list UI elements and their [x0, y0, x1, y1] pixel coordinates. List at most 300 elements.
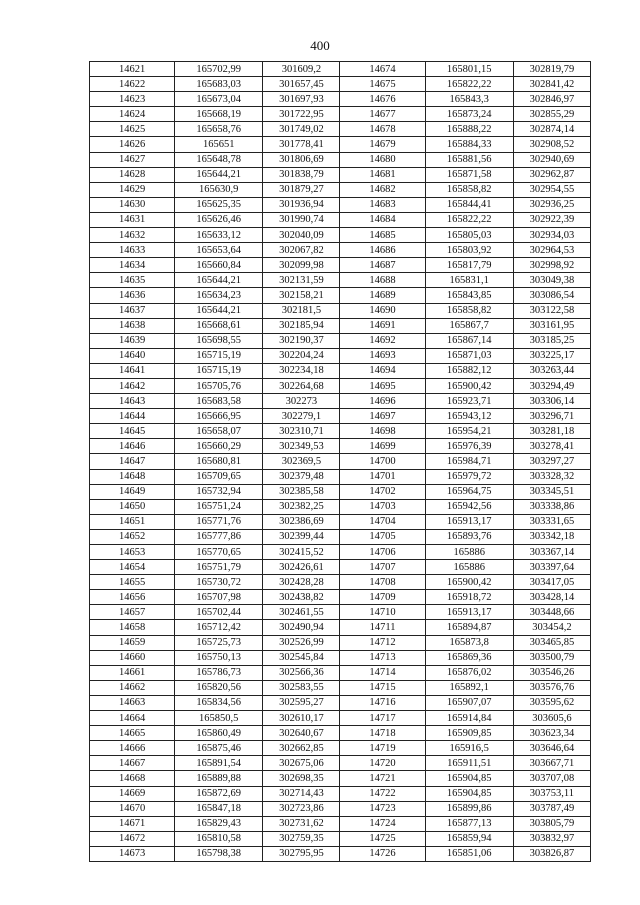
point-id-cell: 14629 [90, 182, 175, 197]
x-coordinate-cell: 165877,13 [425, 816, 513, 831]
point-id-cell: 14661 [90, 665, 175, 680]
x-coordinate-cell: 165893,76 [425, 529, 513, 544]
table-row [90, 665, 591, 680]
y-coordinate-cell: 303454,2 [513, 620, 590, 635]
x-coordinate-cell: 165660,84 [175, 258, 263, 273]
table-row [90, 590, 591, 605]
point-id-cell: 14693 [340, 348, 425, 363]
table-row [90, 243, 591, 258]
point-id-cell: 14710 [340, 605, 425, 620]
point-id-cell: 14725 [340, 831, 425, 846]
x-coordinate-cell: 165803,92 [425, 243, 513, 258]
y-coordinate-cell: 302759,35 [263, 831, 340, 846]
table-row [90, 258, 591, 273]
point-id-cell: 14673 [90, 846, 175, 861]
x-coordinate-cell: 165798,38 [175, 846, 263, 861]
point-id-cell: 14707 [340, 560, 425, 575]
x-coordinate-cell: 165660,29 [175, 439, 263, 454]
x-coordinate-cell: 165683,58 [175, 394, 263, 409]
table-row [90, 726, 591, 741]
y-coordinate-cell: 302998,92 [513, 258, 590, 273]
y-coordinate-cell: 302204,24 [263, 348, 340, 363]
point-id-cell: 14640 [90, 348, 175, 363]
table-row [90, 635, 591, 650]
point-id-cell: 14694 [340, 363, 425, 378]
table-row [90, 695, 591, 710]
y-coordinate-cell: 302964,53 [513, 243, 590, 258]
x-coordinate-cell: 165889,88 [175, 771, 263, 786]
table-row [90, 288, 591, 303]
y-coordinate-cell: 303161,95 [513, 318, 590, 333]
x-coordinate-cell: 165810,58 [175, 831, 263, 846]
point-id-cell: 14702 [340, 484, 425, 499]
point-id-cell: 14641 [90, 363, 175, 378]
table-row [90, 454, 591, 469]
x-coordinate-cell: 165653,64 [175, 243, 263, 258]
table-row [90, 711, 591, 726]
table-row [90, 378, 591, 393]
y-coordinate-cell: 303345,51 [513, 484, 590, 499]
y-coordinate-cell: 302099,98 [263, 258, 340, 273]
point-id-cell: 14704 [340, 514, 425, 529]
point-id-cell: 14675 [340, 77, 425, 92]
point-id-cell: 14628 [90, 167, 175, 182]
x-coordinate-cell: 165751,24 [175, 499, 263, 514]
table-row [90, 545, 591, 560]
x-coordinate-cell: 165702,99 [175, 62, 263, 77]
x-coordinate-cell: 165851,06 [425, 846, 513, 861]
table-row [90, 212, 591, 227]
point-id-cell: 14690 [340, 303, 425, 318]
table-row [90, 424, 591, 439]
point-id-cell: 14723 [340, 801, 425, 816]
x-coordinate-cell: 165751,79 [175, 560, 263, 575]
y-coordinate-cell: 302922,39 [513, 212, 590, 227]
x-coordinate-cell: 165680,81 [175, 454, 263, 469]
x-coordinate-cell: 165817,79 [425, 258, 513, 273]
x-coordinate-cell: 165683,03 [175, 77, 263, 92]
y-coordinate-cell: 301838,79 [263, 167, 340, 182]
x-coordinate-cell: 165805,03 [425, 228, 513, 243]
y-coordinate-cell: 303049,38 [513, 273, 590, 288]
x-coordinate-cell: 165648,78 [175, 152, 263, 167]
table-row [90, 484, 591, 499]
point-id-cell: 14621 [90, 62, 175, 77]
y-coordinate-cell: 303805,79 [513, 816, 590, 831]
x-coordinate-cell: 165891,54 [175, 756, 263, 771]
x-coordinate-cell: 165705,76 [175, 378, 263, 393]
y-coordinate-cell: 302855,29 [513, 107, 590, 122]
x-coordinate-cell: 165894,87 [425, 620, 513, 635]
point-id-cell: 14726 [340, 846, 425, 861]
x-coordinate-cell: 165904,85 [425, 771, 513, 786]
table-row [90, 650, 591, 665]
table-row [90, 303, 591, 318]
y-coordinate-cell: 301778,41 [263, 137, 340, 152]
point-id-cell: 14653 [90, 545, 175, 560]
point-id-cell: 14645 [90, 424, 175, 439]
x-coordinate-cell: 165860,49 [175, 726, 263, 741]
x-coordinate-cell: 165979,72 [425, 469, 513, 484]
table-row [90, 197, 591, 212]
y-coordinate-cell: 301879,27 [263, 182, 340, 197]
x-coordinate-cell: 165916,5 [425, 741, 513, 756]
x-coordinate-cell: 165644,21 [175, 303, 263, 318]
point-id-cell: 14634 [90, 258, 175, 273]
x-coordinate-cell: 165886 [425, 545, 513, 560]
y-coordinate-cell: 303417,05 [513, 575, 590, 590]
x-coordinate-cell: 165923,71 [425, 394, 513, 409]
point-id-cell: 14691 [340, 318, 425, 333]
point-id-cell: 14719 [340, 741, 425, 756]
y-coordinate-cell: 301806,69 [263, 152, 340, 167]
x-coordinate-cell: 165859,94 [425, 831, 513, 846]
table-row [90, 318, 591, 333]
y-coordinate-cell: 301657,45 [263, 77, 340, 92]
point-id-cell: 14636 [90, 288, 175, 303]
point-id-cell: 14643 [90, 394, 175, 409]
x-coordinate-cell: 165834,56 [175, 695, 263, 710]
x-coordinate-cell: 165715,19 [175, 348, 263, 363]
y-coordinate-cell: 302461,55 [263, 605, 340, 620]
x-coordinate-cell: 165886 [425, 560, 513, 575]
y-coordinate-cell: 303328,32 [513, 469, 590, 484]
table-row [90, 680, 591, 695]
y-coordinate-cell: 302934,03 [513, 228, 590, 243]
y-coordinate-cell: 303465,85 [513, 635, 590, 650]
x-coordinate-cell: 165909,85 [425, 726, 513, 741]
point-id-cell: 14717 [340, 711, 425, 726]
x-coordinate-cell: 165873,8 [425, 635, 513, 650]
y-coordinate-cell: 301722,95 [263, 107, 340, 122]
x-coordinate-cell: 165881,56 [425, 152, 513, 167]
point-id-cell: 14668 [90, 771, 175, 786]
table-row [90, 469, 591, 484]
point-id-cell: 14700 [340, 454, 425, 469]
point-id-cell: 14705 [340, 529, 425, 544]
y-coordinate-cell: 303367,14 [513, 545, 590, 560]
point-id-cell: 14724 [340, 816, 425, 831]
y-coordinate-cell: 302349,53 [263, 439, 340, 454]
x-coordinate-cell: 165644,21 [175, 167, 263, 182]
point-id-cell: 14698 [340, 424, 425, 439]
table-row [90, 499, 591, 514]
table-row [90, 137, 591, 152]
table-row [90, 605, 591, 620]
x-coordinate-cell: 165668,19 [175, 107, 263, 122]
x-coordinate-cell: 165858,82 [425, 182, 513, 197]
y-coordinate-cell: 302190,37 [263, 333, 340, 348]
x-coordinate-cell: 165913,17 [425, 514, 513, 529]
y-coordinate-cell: 302841,42 [513, 77, 590, 92]
x-coordinate-cell: 165702,44 [175, 605, 263, 620]
table-row [90, 439, 591, 454]
x-coordinate-cell: 165964,75 [425, 484, 513, 499]
point-id-cell: 14711 [340, 620, 425, 635]
y-coordinate-cell: 302234,18 [263, 363, 340, 378]
point-id-cell: 14708 [340, 575, 425, 590]
point-id-cell: 14657 [90, 605, 175, 620]
point-id-cell: 14692 [340, 333, 425, 348]
table-row [90, 409, 591, 424]
point-id-cell: 14625 [90, 122, 175, 137]
y-coordinate-cell: 303294,49 [513, 378, 590, 393]
y-coordinate-cell: 302675,06 [263, 756, 340, 771]
y-coordinate-cell: 302310,71 [263, 424, 340, 439]
x-coordinate-cell: 165777,86 [175, 529, 263, 544]
y-coordinate-cell: 303297,27 [513, 454, 590, 469]
x-coordinate-cell: 165668,61 [175, 318, 263, 333]
table-row [90, 363, 591, 378]
table-row [90, 107, 591, 122]
table-row [90, 786, 591, 801]
x-coordinate-cell: 165882,12 [425, 363, 513, 378]
table-row [90, 348, 591, 363]
y-coordinate-cell: 302940,69 [513, 152, 590, 167]
table-row [90, 560, 591, 575]
point-id-cell: 14689 [340, 288, 425, 303]
x-coordinate-cell: 165715,19 [175, 363, 263, 378]
x-coordinate-cell: 165873,24 [425, 107, 513, 122]
point-id-cell: 14650 [90, 499, 175, 514]
point-id-cell: 14670 [90, 801, 175, 816]
x-coordinate-cell: 165847,18 [175, 801, 263, 816]
point-id-cell: 14631 [90, 212, 175, 227]
table-row [90, 77, 591, 92]
point-id-cell: 14632 [90, 228, 175, 243]
x-coordinate-cell: 165900,42 [425, 575, 513, 590]
x-coordinate-cell: 165872,69 [175, 786, 263, 801]
x-coordinate-cell: 165698,55 [175, 333, 263, 348]
x-coordinate-cell: 165634,23 [175, 288, 263, 303]
point-id-cell: 14697 [340, 409, 425, 424]
point-id-cell: 14722 [340, 786, 425, 801]
x-coordinate-cell: 165913,17 [425, 605, 513, 620]
x-coordinate-cell: 165899,86 [425, 801, 513, 816]
page-number: 400 [310, 38, 330, 53]
point-id-cell: 14648 [90, 469, 175, 484]
point-id-cell: 14654 [90, 560, 175, 575]
y-coordinate-cell: 303707,08 [513, 771, 590, 786]
y-coordinate-cell: 302415,52 [263, 545, 340, 560]
point-id-cell: 14706 [340, 545, 425, 560]
x-coordinate-cell: 165625,35 [175, 197, 263, 212]
table-row [90, 741, 591, 756]
x-coordinate-cell: 165666,95 [175, 409, 263, 424]
point-id-cell: 14681 [340, 167, 425, 182]
y-coordinate-cell: 301936,94 [263, 197, 340, 212]
x-coordinate-cell: 165907,07 [425, 695, 513, 710]
y-coordinate-cell: 303122,58 [513, 303, 590, 318]
point-id-cell: 14669 [90, 786, 175, 801]
point-id-cell: 14660 [90, 650, 175, 665]
y-coordinate-cell: 303296,71 [513, 409, 590, 424]
table-row [90, 333, 591, 348]
point-id-cell: 14635 [90, 273, 175, 288]
x-coordinate-cell: 165900,42 [425, 378, 513, 393]
y-coordinate-cell: 303331,65 [513, 514, 590, 529]
y-coordinate-cell: 303281,18 [513, 424, 590, 439]
y-coordinate-cell: 302819,79 [513, 62, 590, 77]
y-coordinate-cell: 303595,62 [513, 695, 590, 710]
y-coordinate-cell: 302908,52 [513, 137, 590, 152]
y-coordinate-cell: 301749,02 [263, 122, 340, 137]
point-id-cell: 14672 [90, 831, 175, 846]
x-coordinate-cell: 165712,42 [175, 620, 263, 635]
table-row [90, 575, 591, 590]
y-coordinate-cell: 302962,87 [513, 167, 590, 182]
point-id-cell: 14720 [340, 756, 425, 771]
x-coordinate-cell: 165888,22 [425, 122, 513, 137]
point-id-cell: 14712 [340, 635, 425, 650]
x-coordinate-cell: 165984,71 [425, 454, 513, 469]
y-coordinate-cell: 302545,84 [263, 650, 340, 665]
y-coordinate-cell: 303667,71 [513, 756, 590, 771]
y-coordinate-cell: 302723,86 [263, 801, 340, 816]
y-coordinate-cell: 302158,21 [263, 288, 340, 303]
table-row [90, 801, 591, 816]
point-id-cell: 14647 [90, 454, 175, 469]
x-coordinate-cell: 165918,72 [425, 590, 513, 605]
point-id-cell: 14666 [90, 741, 175, 756]
point-id-cell: 14667 [90, 756, 175, 771]
y-coordinate-cell: 303623,34 [513, 726, 590, 741]
x-coordinate-cell: 165658,07 [175, 424, 263, 439]
x-coordinate-cell: 165750,13 [175, 650, 263, 665]
point-id-cell: 14638 [90, 318, 175, 333]
y-coordinate-cell: 301990,74 [263, 212, 340, 227]
point-id-cell: 14656 [90, 590, 175, 605]
point-id-cell: 14687 [340, 258, 425, 273]
y-coordinate-cell: 303278,41 [513, 439, 590, 454]
y-coordinate-cell: 302369,5 [263, 454, 340, 469]
x-coordinate-cell: 165673,04 [175, 92, 263, 107]
point-id-cell: 14674 [340, 62, 425, 77]
x-coordinate-cell: 165651 [175, 137, 263, 152]
x-coordinate-cell: 165786,73 [175, 665, 263, 680]
point-id-cell: 14624 [90, 107, 175, 122]
y-coordinate-cell: 303576,76 [513, 680, 590, 695]
point-id-cell: 14701 [340, 469, 425, 484]
y-coordinate-cell: 303263,44 [513, 363, 590, 378]
table-body [90, 62, 591, 862]
x-coordinate-cell: 165875,46 [175, 741, 263, 756]
point-id-cell: 14626 [90, 137, 175, 152]
y-coordinate-cell: 303306,14 [513, 394, 590, 409]
y-coordinate-cell: 302385,58 [263, 484, 340, 499]
table-row [90, 831, 591, 846]
table-row [90, 228, 591, 243]
point-id-cell: 14679 [340, 137, 425, 152]
y-coordinate-cell: 302566,36 [263, 665, 340, 680]
point-id-cell: 14662 [90, 680, 175, 695]
point-id-cell: 14718 [340, 726, 425, 741]
x-coordinate-cell: 165730,72 [175, 575, 263, 590]
table-row [90, 816, 591, 831]
point-id-cell: 14637 [90, 303, 175, 318]
x-coordinate-cell: 165867,7 [425, 318, 513, 333]
x-coordinate-cell: 165844,41 [425, 197, 513, 212]
point-id-cell: 14678 [340, 122, 425, 137]
y-coordinate-cell: 302662,85 [263, 741, 340, 756]
x-coordinate-cell: 165709,65 [175, 469, 263, 484]
x-coordinate-cell: 165892,1 [425, 680, 513, 695]
x-coordinate-cell: 165626,46 [175, 212, 263, 227]
table-row [90, 394, 591, 409]
y-coordinate-cell: 302846,97 [513, 92, 590, 107]
point-id-cell: 14664 [90, 711, 175, 726]
x-coordinate-cell: 165820,56 [175, 680, 263, 695]
point-id-cell: 14688 [340, 273, 425, 288]
y-coordinate-cell: 302731,62 [263, 816, 340, 831]
y-coordinate-cell: 302526,99 [263, 635, 340, 650]
table-row [90, 182, 591, 197]
table-row [90, 273, 591, 288]
y-coordinate-cell: 302386,69 [263, 514, 340, 529]
point-id-cell: 14699 [340, 439, 425, 454]
point-id-cell: 14659 [90, 635, 175, 650]
x-coordinate-cell: 165843,85 [425, 288, 513, 303]
point-id-cell: 14633 [90, 243, 175, 258]
x-coordinate-cell: 165871,58 [425, 167, 513, 182]
point-id-cell: 14696 [340, 394, 425, 409]
y-coordinate-cell: 303832,97 [513, 831, 590, 846]
table-row [90, 620, 591, 635]
table-row [90, 756, 591, 771]
y-coordinate-cell: 302954,55 [513, 182, 590, 197]
y-coordinate-cell: 303546,26 [513, 665, 590, 680]
x-coordinate-cell: 165770,65 [175, 545, 263, 560]
point-id-cell: 14655 [90, 575, 175, 590]
y-coordinate-cell: 303826,87 [513, 846, 590, 861]
x-coordinate-cell: 165822,22 [425, 77, 513, 92]
y-coordinate-cell: 302399,44 [263, 529, 340, 544]
x-coordinate-cell: 165876,02 [425, 665, 513, 680]
y-coordinate-cell: 303338,86 [513, 499, 590, 514]
y-coordinate-cell: 302131,59 [263, 273, 340, 288]
x-coordinate-cell: 165725,73 [175, 635, 263, 650]
point-id-cell: 14623 [90, 92, 175, 107]
x-coordinate-cell: 165658,76 [175, 122, 263, 137]
point-id-cell: 14651 [90, 514, 175, 529]
point-id-cell: 14714 [340, 665, 425, 680]
point-id-cell: 14671 [90, 816, 175, 831]
y-coordinate-cell: 303448,66 [513, 605, 590, 620]
y-coordinate-cell: 302438,82 [263, 590, 340, 605]
y-coordinate-cell: 302181,5 [263, 303, 340, 318]
table-row [90, 771, 591, 786]
point-id-cell: 14686 [340, 243, 425, 258]
point-id-cell: 14716 [340, 695, 425, 710]
x-coordinate-cell: 165707,98 [175, 590, 263, 605]
point-id-cell: 14685 [340, 228, 425, 243]
y-coordinate-cell: 301609,2 [263, 62, 340, 77]
x-coordinate-cell: 165858,82 [425, 303, 513, 318]
point-id-cell: 14715 [340, 680, 425, 695]
y-coordinate-cell: 302426,61 [263, 560, 340, 575]
y-coordinate-cell: 302640,67 [263, 726, 340, 741]
y-coordinate-cell: 303428,14 [513, 590, 590, 605]
table-row [90, 152, 591, 167]
y-coordinate-cell: 302610,17 [263, 711, 340, 726]
point-id-cell: 14646 [90, 439, 175, 454]
x-coordinate-cell: 165884,33 [425, 137, 513, 152]
y-coordinate-cell: 303646,64 [513, 741, 590, 756]
y-coordinate-cell: 302379,48 [263, 469, 340, 484]
point-id-cell: 14683 [340, 197, 425, 212]
y-coordinate-cell: 302428,28 [263, 575, 340, 590]
y-coordinate-cell: 302714,43 [263, 786, 340, 801]
